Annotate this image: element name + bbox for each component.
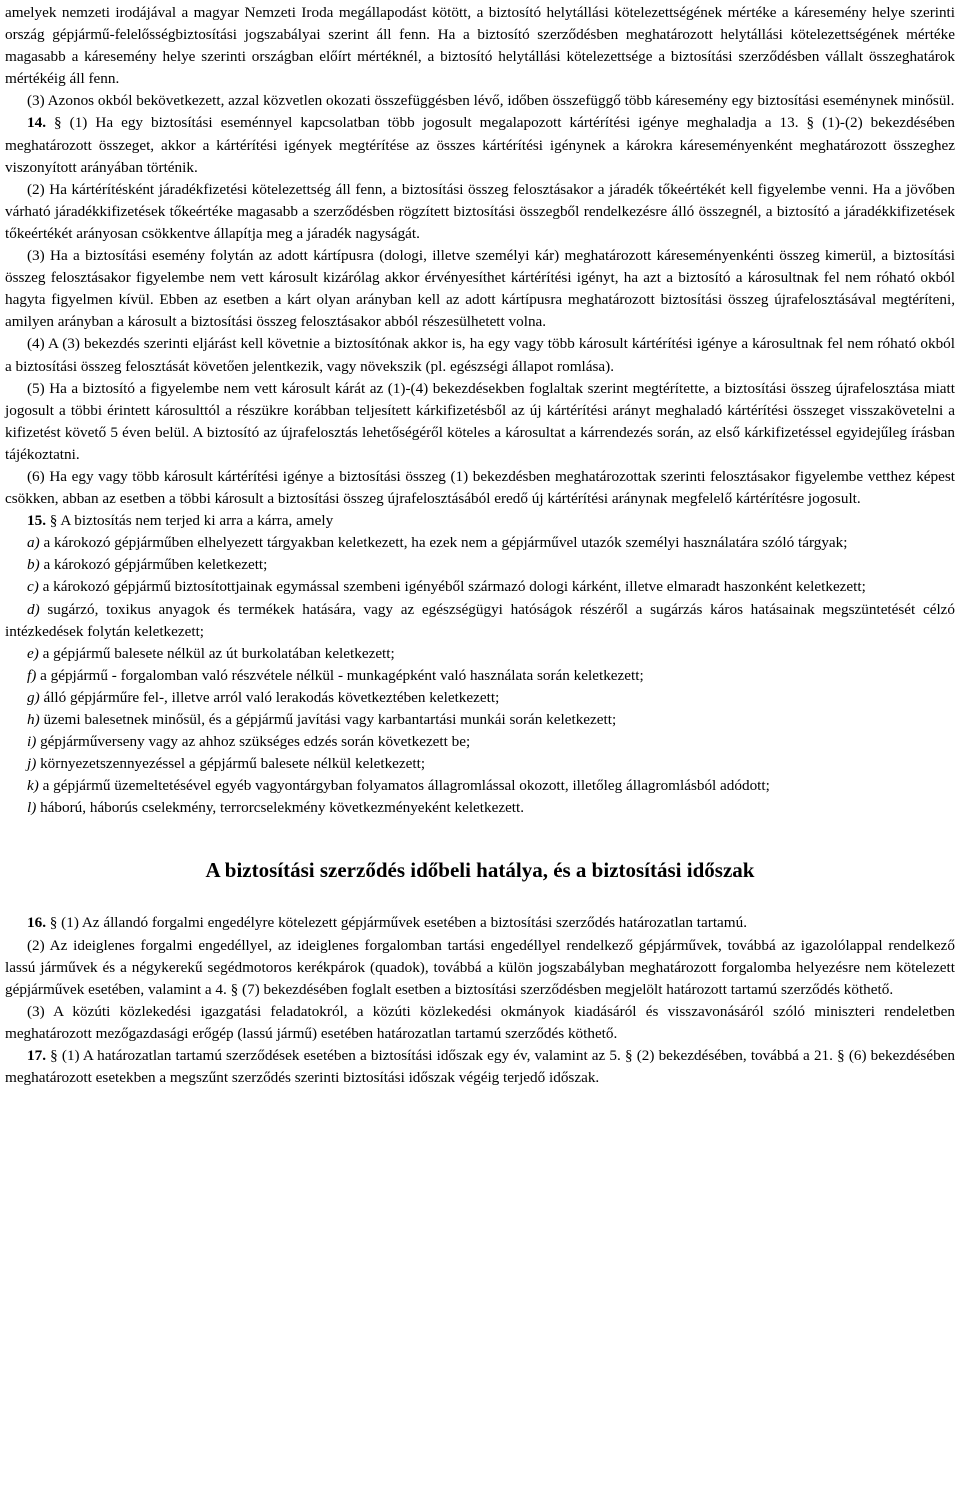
list-item-text: a gépjármű üzemeltetésével egyéb vagyontárgyban folyamatos állagromlással okozott, illetőleg állagromlásból adódott; — [42, 777, 770, 795]
section-14-paragraph: (5) Ha a biztosító a figyelembe nem vett károsult kárát az (1)-(4) bekezdésekben foglaltak szerint megtérítette, a biztosítási összeg újrafelosztása miatt jogosult a többi érintett károsulttól a részükre korábban teljesített kárkifizetésből az új kártérítési arányt meghaladó kártérítési összeget visszakövetelni a kifizetést követő 5 éven belül. A biztosító az újrafelosztás lehetőségéről köteles a károsultat a kárrendezés során, az első kárkifizetéssel egyidejűleg írásban tájékoztatni. — [5, 379, 955, 463]
section-text: § (1) Az állandó forgalmi engedélyre kötelezett gépjárművek esetében a biztosítási szerződés határozatlan tartamú. — [49, 914, 747, 932]
list-item-text: a károkozó gépjárműben keletkezett; — [43, 556, 268, 574]
section-16-paragraph — [5, 912, 955, 934]
section-number: 16. — [27, 914, 46, 932]
section-14-paragraph: (2) Ha kártérítésként járadékfizetési kötelezettség áll fenn, a biztosítási összeg felosztásakor a járadék tőkeértékét kell figyelembe venni. Ha a jövőben várható járadékkifizetések tőkeértéke magasabb a szerződésben rögzített biztosítási összegből rendelkezésre álló összegnél, a biztosító a járadékkifizetések tőkeértékét arányosan csökkentve állapítja meg a járadék nagyságát. — [5, 180, 955, 242]
intro-paragraph: amelyek nemzeti irodájával a magyar Nemzeti Iroda megállapodást kötött, a biztosító helytállási kötelezettségének mértéke a káresemény helye szerinti ország gépjármű-felelősségbiztosítási jogszabályai szerint áll fenn. Ha a biztosító szerződésben meghatározott helytállási kötelezettségének mértéke magasabb a káresemény helye szerinti országban előírt mértéknél, a biztosító helytállási kötelezettsége a biztosítási szerződésben vállalt összeghatárok mértékéig áll fenn. — [5, 4, 955, 88]
list-item — [5, 687, 955, 709]
list-item-label: k) — [27, 777, 39, 795]
list-item — [5, 554, 955, 576]
list-item-text: a károkozó gépjárműben elhelyezett tárgyakban keletkezett, ha ezek nem a gépjárművel utazók személyi használatára szóló tárgyak; — [43, 534, 848, 552]
list-item — [5, 709, 955, 731]
list-item-text: háború, háborús cselekmény, terrorcselekmény következményeként keletkezett. — [40, 799, 525, 817]
section-number: 17. — [27, 1047, 46, 1065]
list-item — [5, 797, 955, 819]
list-item-text: a károkozó gépjármű biztosítottjainak egymással szembeni igényéből származó dologi kárként, illetve elmaradt haszonként keletkezett; — [42, 578, 866, 596]
section-text: § A biztosítás nem terjed ki arra a kárra, amely — [49, 512, 334, 530]
list-item-label: c) — [27, 578, 39, 596]
section-text: § (1) A határozatlan tartamú szerződések esetében a biztosítási időszak egy év, valamint az 5. § (2) bekezdésében, továbbá a 21. § (6) bekezdésében meghatározott esetekben a megszűnt szerződés szerinti biztosítási időszak végéig terjedő időszak. — [5, 1047, 955, 1087]
list-item — [5, 775, 955, 797]
list-item — [5, 643, 955, 665]
section-14-paragraph: (4) A (3) bekezdés szerinti eljárást kell követnie a biztosítónak akkor is, ha egy vagy több károsult kártérítési igénye a károsultnak fel nem róható okból a biztosítási összeg felosztását követően jelentkezik, vagy növekszik (pl. egészségi állapot romlása). — [5, 335, 955, 375]
section-14-paragraph — [5, 112, 955, 178]
section-16-paragraph: (2) Az ideiglenes forgalmi engedéllyel, az ideiglenes forgalomban tartási engedéllyel rendelkező gépjárművek, továbbá az igazolólappal rendelkező lassú járművek és a négykerekű segédmotoros kerékpárok (quadok), továbbá a külön jogszabályban meghatározott forgalomba helyezésre nem kötelezett gépjárművek esetében, valamint a 4. § (7) bekezdésében foglalt esetben a biztosítási szerződésben megjelölt határozott tartamú szerződés köthető. — [5, 936, 955, 998]
section-17-paragraph — [5, 1045, 955, 1089]
intro-paragraph: (3) Azonos okból bekövetkezett, azzal közvetlen okozati összefüggésben lévő, időben összefüggő több káresemény egy biztosítási eseménynek minősül. — [27, 92, 955, 110]
list-item — [5, 532, 955, 554]
list-item-label: d) — [27, 600, 40, 618]
list-item-text: a gépjármű balesete nélkül az út burkolatában keletkezett; — [42, 644, 395, 662]
list-item-text: sugárzó, toxikus anyagok és termékek hatására, vagy az egészségügyi hatóságok részéről a sugárzás káros hatásainak megszüntetését célzó intézkedések folytán keletkezett; — [5, 600, 956, 640]
list-item-label: j) — [27, 755, 37, 773]
list-item-label: a) — [27, 534, 40, 552]
section-number: 14. — [27, 114, 46, 132]
list-item — [5, 665, 955, 687]
list-item — [5, 753, 955, 775]
section-15-lead — [5, 510, 955, 532]
section-heading: A biztosítási szerződés időbeli hatálya, és a biztosítási időszak — [205, 858, 755, 883]
list-item-text: álló gépjárműre fel-, illetve arról való lerakodás következtében keletkezett; — [43, 688, 500, 706]
list-item-label: e) — [27, 644, 39, 662]
list-item — [5, 576, 955, 598]
list-item — [5, 599, 955, 643]
section-number: 15. — [27, 512, 46, 530]
section-14-paragraph: (3) Ha a biztosítási esemény folytán az adott kártípusra (dologi, illetve személyi kár) meghatározott káreseményenkénti összeg kimerül, a biztosítási összeg felosztásakor figyelembe nem vett károsult kizárólag akkor érvényesíthet kártérítési igényt, ha azt a biztosító a károsultnak fel nem róható okból hagyta figyelmen kívül. Ebben az esetben a kárt olyan arányban kell az adott kártípusra meghatározott biztosítási összeg újrafelosztásával megtéríteni, amilyen arányban a károsult a biztosítási összeg felosztásakor abból részesülhetett volna. — [5, 247, 955, 331]
list-item-label: l) — [27, 799, 37, 817]
list-item-text: környezetszennyezéssel a gépjármű balesete nélkül keletkezett; — [40, 755, 426, 773]
list-item-label: b) — [27, 556, 40, 574]
section-16-paragraph: (3) A közúti közlekedési igazgatási feladatokról, a közúti közlekedési okmányok kiadásáról és visszavonásáról szóló miniszteri rendeletben meghatározott mezőgazdasági erőgép (lassú jármű) esetében határozatlan tartamú szerződés köthető. — [5, 1002, 955, 1042]
list-item-label: g) — [27, 688, 40, 706]
list-item-label: h) — [27, 711, 40, 728]
list-item-label: f) — [27, 666, 37, 684]
list-item-text: a gépjármű - forgalomban való részvétele nélkül - munkagépként való használata során keletkezett; — [40, 666, 644, 684]
section-14-paragraph: (6) Ha egy vagy több károsult kártérítési igénye a biztosítási összeg (1) bekezdésben meghatározottak szerinti felosztásakor figyelembe vetthez képest csökken, abban az esetben a többi károsult a biztosítási összeg újrafelosztásából eredő új kártérítési aránynak megfelelő kártérítésre jogosult. — [5, 467, 955, 508]
list-item-label: i) — [27, 733, 37, 751]
list-item-text: üzemi balesetnek minősül, és a gépjármű javítási vagy karbantartási munkái során keletkezett; — [43, 711, 617, 728]
section-text: § (1) Ha egy biztosítási eseménnyel kapcsolatban több jogosult megalapozott kártérítési igénye meghaladja a 13. § (1)-(2) bekezdésében meghatározott összeget, akkor a kártérítési igények megtérítése az összes kártérítési igénynek a károkra káreseményenként meghatározott összeghez viszonyított arányában történik. — [5, 114, 956, 176]
list-item — [5, 731, 955, 753]
list-item-text: gépjárműverseny vagy az ahhoz szükséges edzés során következett be; — [40, 733, 471, 751]
